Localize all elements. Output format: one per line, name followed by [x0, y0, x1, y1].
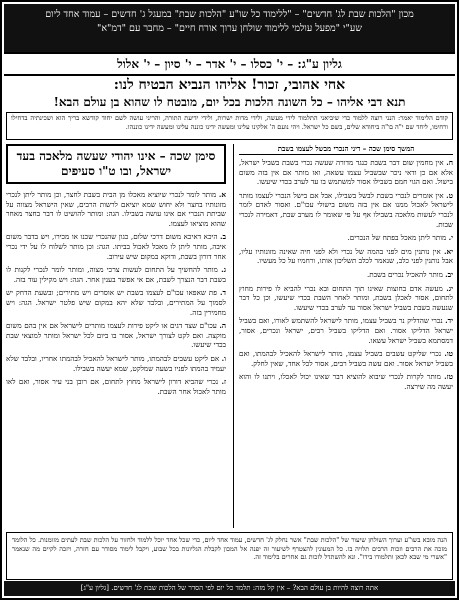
headline: אחי אהובי, זכור! אליהו הנביא הבטיח לנו:: [113, 77, 346, 93]
paragraph: [239, 372, 453, 391]
left-column-paragraphs: [6, 190, 226, 396]
paragraph-text: אין נותנין מים לפני בהמה של נכרי ולא לפני חיה שאינה מזונותיו עליו, אבל נותנין לפני כלב, שנאמר לכלב תשליכון אותו, ורחמיו על כל מעשיו.: [239, 246, 453, 266]
paragraph-text: מותר לומר לנכרי שיוציא מאכלו מן הבית בשבת לחצר, וכן מותר ליתן לנכרי מזונותיו בחצר ולא יחוש שמא יוציאם לרשות הרבים, שאין הישראל מצווה על שביתת הנכרי אם אינו עושה בשבילו. הגה: ומותר להושיט לו דבר בחצר מאחר שהוא מוציאו לעצמו.: [6, 190, 226, 228]
paragraph-number: ב.: [220, 232, 226, 242]
paragraph-text: מותר לקרות לנכרי שיבוא להוציא דבר שאינו יכול לאכלו, ויתנו לו והוא יעשה מה שירצה.: [239, 372, 453, 391]
paragraph-text: מותר להאכיל נכרים בשבת.: [366, 269, 443, 279]
paragraph-number: ח.: [446, 158, 453, 167]
footer-notice-box: הנה מובא בשו"ע וערוך השולחן שיעור של "הלכות שבת" אשר נחלק לג' חדשים, עמוד אחד ליום, כדי שכל אחד יוכל ללמוד ולחזור על הלכות שבת לעתים מזומנות. כל הלומד מזכה את הרבים וזכות הרבים תלויה בו. כל המעונין להצטרף לשיעור זה יפנה אל המכון לקבלת הגליונות בכל שבוע, ויקבל לימוד מסודר עם חזרה, ויזכה לקיים מה שנאמר "אשרי מי שבא לכאן ותלמודו בידו". ונא להשתדל לזכות גם אחרים בלימוד זה.: [6, 532, 453, 580]
paragraph-text: מותר ליתן מאכל בפתח של הנכרים.: [347, 233, 447, 243]
paragraph-number: ו.: [221, 353, 226, 363]
intro-prayer-box: קודם הלימוד יאמר: הנני רוצה ללמוד כדי שיביאני התלמוד לידי מעשה, ולידי מדות ישרות, ולידי ידיעת התורה, והריני עושה לשם יחוד קודשא בריך הוא ושכינתיה בדחילו ורחימו, ליחד שם י"ה בו"ה ביחודא שלים, בשם כל ישראל. ויהי נועם ה' אלקינו עלינו ומעשה ידינו כוננה עלינו ומעשה ידינו כוננהו.: [6, 112, 453, 140]
paragraph-number: יב.: [445, 269, 453, 279]
top-banner: [4, 4, 455, 52]
paragraph-number: י.: [448, 233, 453, 243]
paragraph-text: אם ליקט עשבים לבהמתו, מותר לישראל להאכיל לבהמתו אחריו, ובלבד שלא יעמיד בהמתו לפניו בשעה שמלקט, שמא יעשה בשבילו.: [6, 353, 226, 373]
paragraph-text: מותר להחשיך על התחום לעשות צרכי מצוה, ומותר לומר לנכרי לקנות לו בשבת דבר הנצרך לשבת, אם אי אפשר בענין אחר. הגה: ויש מקילין עוד בזה.: [6, 265, 226, 284]
right-column-paragraphs: [239, 158, 453, 391]
paragraph: [239, 191, 453, 229]
issue-dates-bar: גליון ע"ג: – י' כסלו – י' אדר – י' סיון – י' אלול: [4, 52, 455, 76]
paragraph-text: אין מחמין שום דבר בשבת כנגד מדורה שעשה נכרי בשבת בשביל ישראל, אלא אם כן ודאי ניכר שבשביל עצמו עשאה, ואז מותר אם אין בזה משום בישול. ואם הגוי חמם בשבילו אסור למשתמש בו עד לערב בכדי שיעשו.: [239, 158, 453, 187]
paragraph: [239, 247, 453, 266]
siman-title-box: סימן שכה – אינו יהודי שעשה מלאכה בעד ישראל, ובו ט"ו סעיפים: [6, 144, 226, 184]
left-column: [6, 144, 228, 528]
paragraph-number: א.: [218, 190, 226, 199]
tanna-quote: תנא דבי אליהו – כל השונה הלכות בכל יום, מובטח לו שהוא בן עולם הבא!: [53, 95, 406, 109]
paragraph-number: ט.: [446, 190, 453, 200]
paragraph-number: טו.: [444, 349, 453, 359]
paragraph-number: ה.: [219, 321, 226, 331]
paragraph-text: אין אומרים לנכרי בשבת לבשל בשבילו, אבל אם בישל הנכרי לעצמו מותר לישראל לאכול ממנו אם אין בזה משום בישולי עכו"ם. ואסור לאדם לומר לנכרי לעשות מלאכה בשבילו אף על פי שאומר לו מערב שבת, דאמירה לנכרי שבות.: [239, 190, 453, 229]
right-column-header: המשך סימן שכה – דיני הנכרי מבשל לעצמו בשבת: [239, 144, 453, 155]
paragraph: [239, 284, 453, 313]
bottom-bar: אתה רוצה להיות בן עולם הבא? – אין קל מזה: תלמד כל יום לפי הסדר של הלכות שבת לג' חדשים. [גליון ע"ג]: [4, 581, 455, 596]
paragraph-number: יד.: [445, 316, 453, 326]
paragraph-text: נכרי שליקט עשבים בשביל עצמו, מותר לישראל להאכיל לבהמתו, ואם בשביל ישראל אסור. ואם עשה בשביל רבים, אסור לכל אחד, שאין לחלק.: [239, 349, 453, 368]
paragraph-text: עכו"ם שצד דגים או ליקט פירות לעצמו מותרים לישראל אם אין בהם משום מוקצה. ואם לקט לצורך ישראל, אסור בו ביום לכל ישראל ומותר למוצאי שבת בכדי שיעשו.: [6, 321, 226, 350]
paragraph: [239, 233, 453, 243]
paragraph-number: יא.: [443, 246, 453, 256]
paragraph-number: ג.: [221, 265, 226, 275]
paragraph-number: ד.: [220, 288, 226, 298]
paragraph: [6, 321, 226, 350]
paragraph-text: היכא דאיכא משום דרכי שלום, כגון שהנכרי שכנו או מכירו, ויש בדבר משום איבה, מותר ליתן לו מאכל לאכול בביתו. הגה: וכן מותר לשלוח לו על ידי נכרי אחר דורון בשבת, ודוקא במקום שיש עירוב.: [6, 232, 226, 261]
paragraph: [6, 288, 226, 317]
paragraph: [239, 270, 453, 280]
right-column: [233, 144, 453, 528]
paragraph: [239, 158, 453, 187]
paragraph: [6, 190, 226, 228]
paragraph-text: פת שאפאו עכו"ם לעצמו בשבת יש אוסרים ויש מתירים; ובשעת הדחק יש לסמוך על המתירים, ובלבד שלא יהא במקום שיש פלטר ישראל. הגה: ויש מחמירין בזה.: [6, 288, 226, 317]
paragraph-text: נכרי שהביא דורון לישראל מחוץ לתחום, אם רובן בני עיר אסור, ואם לאו מותר לאכול אחר השבת.: [6, 377, 226, 396]
header-line-2: שע"י "מפעל עולמי ללימוד שולחן ערוך אורח חיים" – מחבר עם "דמ"א": [96, 23, 363, 34]
paragraph: [6, 232, 226, 261]
header-line-1: מכון "הלכות שבת לג' חדשים" – "ללימוד כל שו"ע "הלכות שבת" במעגל ג' חדשים – עמוד אחד ליום: [45, 9, 414, 20]
paragraph: [6, 354, 226, 373]
paragraph-number: טז.: [444, 372, 453, 382]
paragraph: [6, 265, 226, 284]
paragraph-number: ז.: [221, 377, 226, 387]
paragraph: [239, 349, 453, 368]
paragraph-number: יג.: [446, 283, 453, 293]
paragraph: [239, 316, 453, 345]
paragraph: [6, 377, 226, 396]
paragraph-text: נכרי שהדליק נר בשביל עצמו, מותר לישראל להשתמש לאורו, ואם בשביל ישראל הדליקו אסור. ואם הדליקו בשביל רבים, ישראל ונכרים, אסור, דמסתמא בשביל ישראל עשאו.: [239, 316, 453, 345]
paragraph-text: מעשה אדם בחוצות שאינו תוך התחום ובא נכרי להביא לו פירות מחוץ לתחום, אסור לאכלן בשבת, ומותר לאחר השבת בכדי שיעשו, וכן כל דבר שנעשה בשבת בשביל ישראל אסור עד לערב בכדי שיעשו.: [239, 283, 453, 312]
